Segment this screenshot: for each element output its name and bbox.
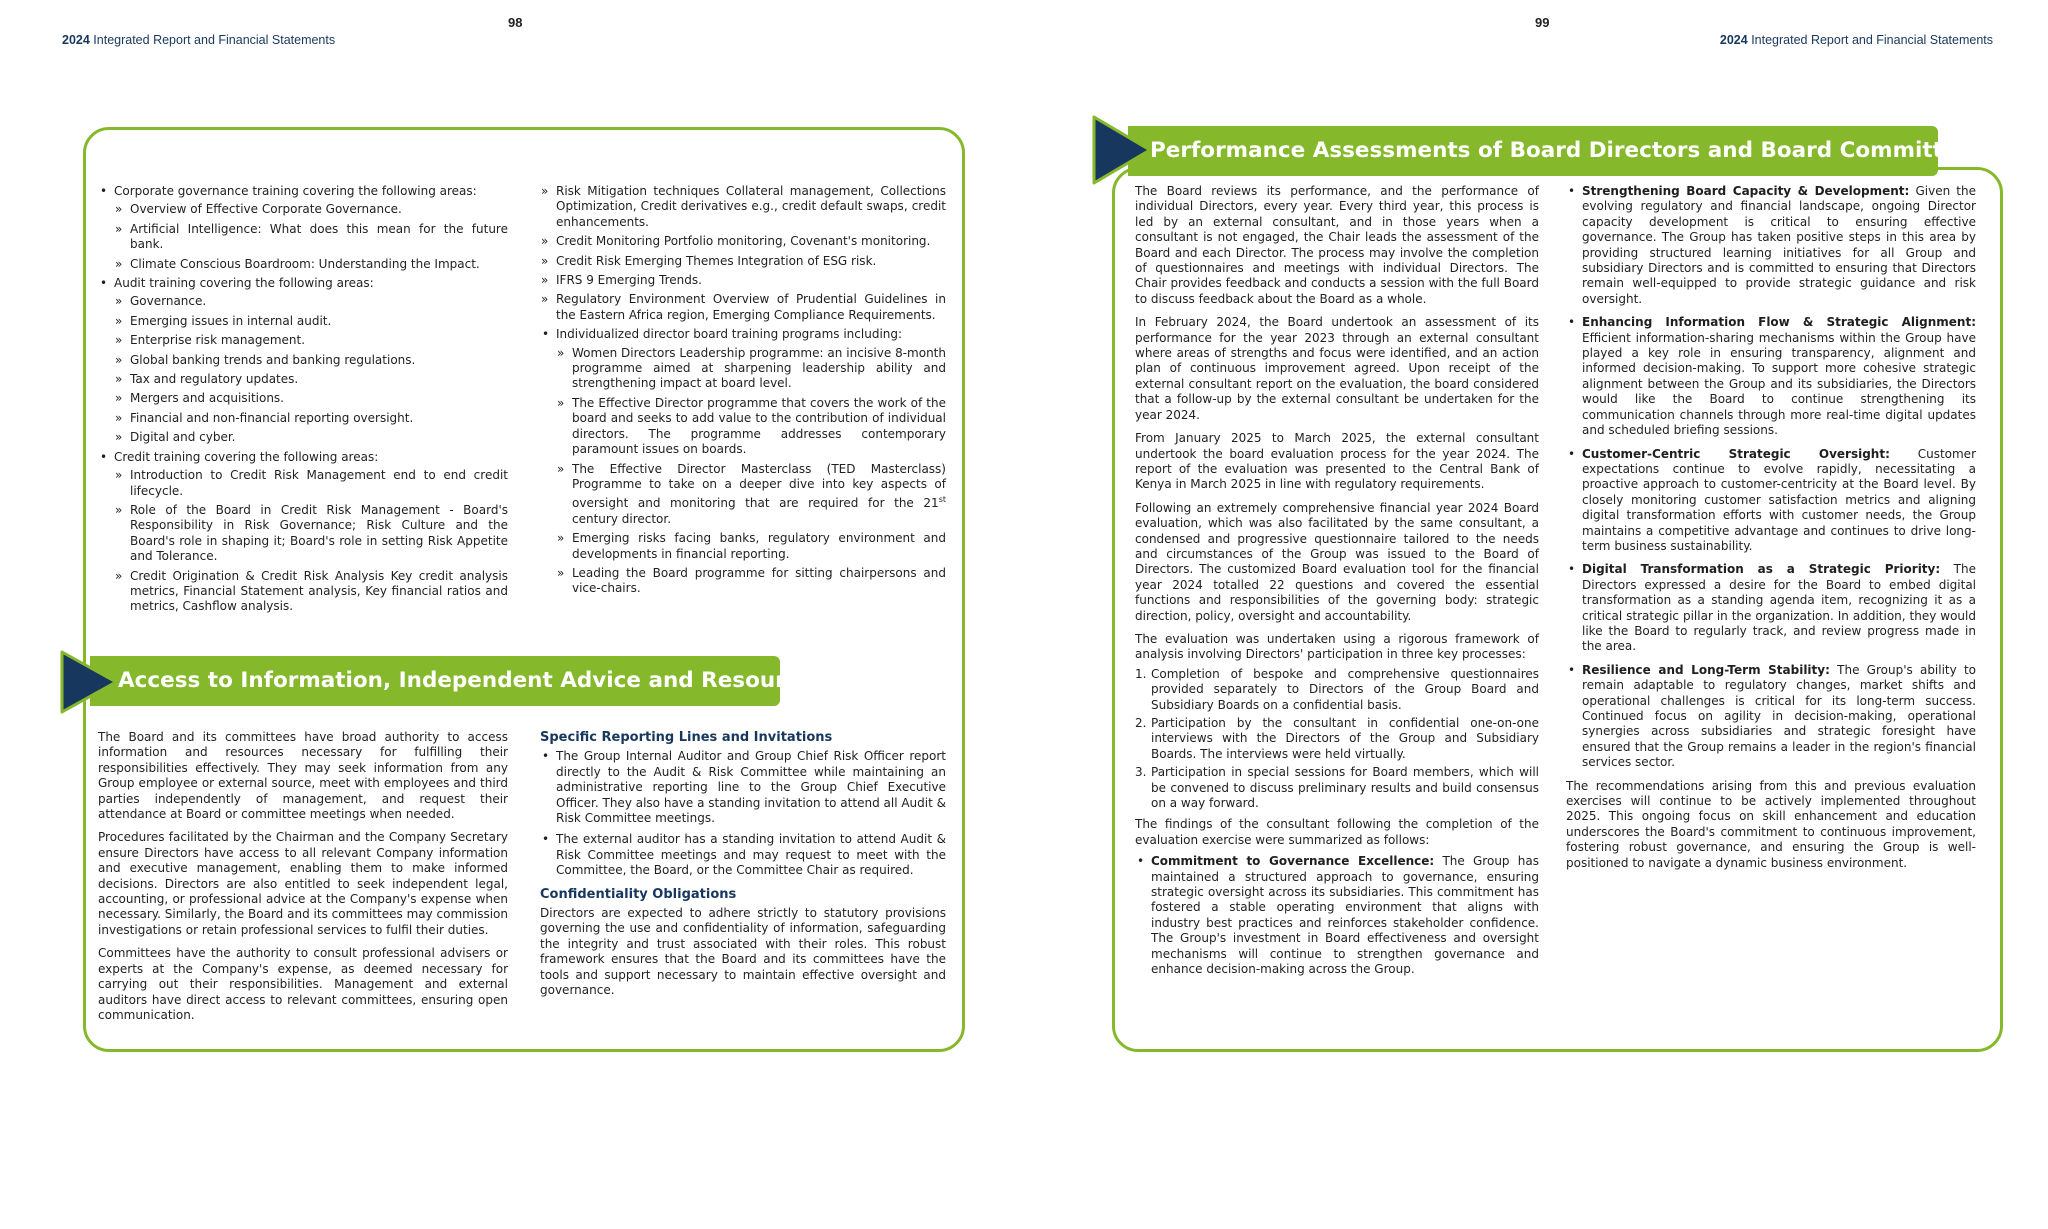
training-topic: » Financial and non-financial reporting oversight. bbox=[114, 411, 508, 426]
training-topic: » Governance. bbox=[114, 294, 508, 309]
access-column-1 bbox=[98, 730, 508, 1031]
training-category: • Corporate governance training covering the following areas: » Overview of Effective Corporate Governance. » Artificial Intelligence: What does this mean for the future bank. » Climate Conscious Boardroom: Understanding the Impact. bbox=[98, 184, 508, 272]
findings-intro: The findings of the consultant following the completion of the evaluation exercise were summarized as follows: bbox=[1135, 817, 1539, 847]
training-topic: » Emerging risks facing banks, regulatory environment and developments in financial reporting. bbox=[556, 531, 946, 562]
performance-column-2 bbox=[1566, 184, 1976, 879]
process-item: 2. Participation by the consultant in confidential one-on-one interviews with the Directors of the Group and Subsidiary Boards. The interviews were held virtually. bbox=[1135, 716, 1539, 761]
process-item: 3. Participation in special sessions for Board members, which will be convened to discuss preliminary results and build consensus on a way forward. bbox=[1135, 765, 1539, 811]
training-topic-ted: » The Effective Director Masterclass (TED Masterclass) Programme to take on a deeper dive into key aspects of oversight and monitoring that are required for the 21st century director. bbox=[556, 462, 946, 528]
confidentiality-text: Directors are expected to adhere strictly to statutory provisions governing the use and confidentiality of information, safeguarding the integrity and trust associated with their roles. This robust framework ensures that the Board and its committees have the tools and support necessary to maintain effective oversight and governance. bbox=[540, 906, 946, 998]
training-column-1 bbox=[98, 184, 508, 619]
banner-arrow-icon bbox=[60, 650, 120, 714]
reporting-item: • The Group Internal Auditor and Group Chief Risk Officer report directly to the Audit & Risk Committee while maintaining an administrative reporting line to the Group Chief Executive Officer. They also have a standing invitation to attend all Audit & Risk Committee meetings. bbox=[540, 749, 946, 826]
training-topic: » Emerging issues in internal audit. bbox=[114, 314, 508, 329]
training-topic: » Global banking trends and banking regulations. bbox=[114, 353, 508, 368]
access-column-2 bbox=[540, 730, 946, 1007]
finding-item: • Enhancing Information Flow & Strategic Alignment: Efficient information-sharing mechanisms within the Group have played a key role in ensuring transparency, alignment and informed decision-making. To support more cohesive strategic alignment between the Group and its subsidiaries, the Directors would like the Board to continue strengthening its communication channels through more real-time digital updates and scheduled briefing sessions. bbox=[1566, 315, 1976, 438]
reporting-lines-heading: Specific Reporting Lines and Invitations bbox=[540, 730, 833, 745]
process-item: 1. Completion of bespoke and comprehensive questionnaires provided separately to Directors of the Group Board and Subsidiary Boards on a confidential basis. bbox=[1135, 666, 1539, 712]
performance-paragraph: In February 2024, the Board undertook an assessment of its performance for the year 2023 through an external consultant where areas of strengths and focus were identified, and an action plan of continuous improvement agreed. Upon receipt of the external consultant report on the evaluation, the board considered that a follow-up by the external consultant be undertaken for the year 2024. bbox=[1135, 315, 1539, 422]
right-header-title: Integrated Report and Financial Statements bbox=[1751, 33, 1993, 47]
training-topic: » Risk Mitigation techniques Collateral management, Collections Optimization, Credit derivatives e.g., credit default swaps, credit enhancements. bbox=[540, 184, 946, 230]
performance-paragraph: The Board reviews its performance, and the performance of individual Directors, every year. Every third year, this process is led by an external consultant, and in those years when a consultant is not engaged, the Chair leads the assessment of the Board and each Director. The process may involve the completion of questionnaires and meetings with individual Directors. The Chair provides feedback and conducts a session with the full Board to discuss feedback about the Board as a whole. bbox=[1135, 184, 1539, 306]
training-topic: » IFRS 9 Emerging Trends. bbox=[540, 273, 946, 288]
right-running-header bbox=[1720, 33, 1993, 47]
training-topic: » Climate Conscious Boardroom: Understanding the Impact. bbox=[114, 257, 508, 272]
training-column-2 bbox=[540, 184, 946, 601]
training-topic: » Enterprise risk management. bbox=[114, 333, 508, 348]
finding-item: • Strengthening Board Capacity & Development: Given the evolving regulatory and financial landscape, ongoing Director capacity development is critical to ensuring effective governance. The Group has taken positive steps in this area by providing structured learning initiatives for all Group and subsidiary Directors and is committed to ensuring that Directors remain well-equipped to provide strategic guidance and risk oversight. bbox=[1566, 184, 1976, 307]
reporting-item: • The external auditor has a standing invitation to attend Audit & Risk Committee meetings and may request to meet with the Committee, the Board, or the Committee Chair as required. bbox=[540, 832, 946, 878]
training-category: • Credit training covering the following areas: » Introduction to Credit Risk Management end to end credit lifecycle. » Role of the Board in Credit Risk Management - Board's Responsibility in Risk Governance; Risk Culture and the Board's role in shaping it; Board's role in setting Risk Appetite and Tolerance. » Credit Origination & Credit Risk Analysis Key credit analysis metrics, Financial Statement analysis, Key financial ratios and metrics, Cashflow analysis. bbox=[98, 450, 508, 615]
training-topic: » Tax and regulatory updates. bbox=[114, 372, 508, 387]
access-paragraph: The Board and its committees have broad authority to access information and resources necessary for fulfilling their responsibilities effectively. They may seek information from any Group employee or external source, meet with employees and third parties independently of management, and request their attendance at Board or committee meetings when needed. bbox=[98, 730, 508, 822]
finding-item: • Resilience and Long-Term Stability: The Group's ability to remain adaptable to regulatory changes, market shifts and operational challenges is critical for its long-term success. Continued focus on agility in decision-making, operational synergies across subsidiaries and strategic foresight have ensured that the Group remains a leader in the region's financial services sector. bbox=[1566, 663, 1976, 771]
right-header-year: 2024 bbox=[1719, 33, 1748, 47]
finding-item: • Digital Transformation as a Strategic Priority: The Directors expressed a desire for the Board to embed digital transformation as a standing agenda item, recognizing it as a critical strategic pillar in the organization. In addition, they would like the Board to regularly track, and review progress made in the area. bbox=[1566, 562, 1976, 654]
training-topic: » Role of the Board in Credit Risk Management - Board's Responsibility in Risk Governance; Risk Culture and the Board's role in shaping it; Board's role in setting Risk Appetite and Tolerance. bbox=[114, 503, 508, 565]
training-topic: » Regulatory Environment Overview of Prudential Guidelines in the Eastern Africa region, Emerging Compliance Requirements. bbox=[540, 292, 946, 323]
training-category: • Audit training covering the following areas: » Governance. » Emerging issues in internal audit. » Enterprise risk management. » Global banking trends and banking regulations. » Tax and regulatory updates. » Mergers and acquisitions. » Financial and non-financial reporting oversight. » Digital and cyber. bbox=[98, 276, 508, 446]
access-paragraph: Procedures facilitated by the Chairman and the Company Secretary ensure Directors have access to all relevant Company information and executive management, enabling them to make informed decisions. Directors are also entitled to seek independent legal, accounting, or professional advice at the Company's expense when necessary. Similarly, the Board and its committees may commission investigations or retain professional services to fulfil their duties. bbox=[98, 830, 508, 937]
access-section-banner: Access to Information, Independent Advice and Resources bbox=[90, 656, 780, 706]
performance-paragraph: From January 2025 to March 2025, the external consultant undertook the board evaluation process for the year 2024. The report of the evaluation was presented to the Central Bank of Kenya in March 2025 in line with regulatory requirements. bbox=[1135, 431, 1539, 492]
training-topic: » The Effective Director programme that covers the work of the board and seeks to add value to the contribution of individual directors. The programme addresses contemporary paramount issues on boards. bbox=[556, 396, 946, 458]
training-category: • Individualized director board training programs including: » Women Directors Leadership programme: an incisive 8-month programme aimed at sharpening leadership ability and strengthening impact at board level. » The Effective Director programme that covers the work of the board and seeks to add value to the contribution of individual directors. The programme addresses contemporary paramount issues on boards. » The Effective Director Masterclass (TED Masterclass) Programme to take on a deeper dive into key aspects of oversight and monitoring that are required for the 21st century director. » Emerging risks facing banks, regulatory environment and developments in financial reporting. » Leading the Board programme for sitting chairpersons and vice-chairs. bbox=[540, 327, 946, 597]
training-topic: » Credit Monitoring Portfolio monitoring, Covenant's monitoring. bbox=[540, 234, 946, 249]
training-topic: » Introduction to Credit Risk Management end to end credit lifecycle. bbox=[114, 468, 508, 499]
left-header-title: Integrated Report and Financial Statements bbox=[93, 33, 336, 47]
training-topic: » Overview of Effective Corporate Governance. bbox=[114, 202, 508, 217]
banner-arrow-icon bbox=[1092, 115, 1154, 185]
left-header-year: 2024 bbox=[62, 33, 90, 47]
training-topic: » Credit Origination & Credit Risk Analysis Key credit analysis metrics, Financial Statement analysis, Key financial ratios and metrics, Cashflow analysis. bbox=[114, 569, 508, 615]
training-topic: » Digital and cyber. bbox=[114, 430, 508, 445]
access-paragraph: Committees have the authority to consult professional advisers or experts at the Company's expense, as deemed necessary for carrying out their responsibilities. Management and external auditors have direct access to relevant committees, ensuring open communication. bbox=[98, 946, 508, 1022]
left-running-header bbox=[62, 33, 335, 47]
finding-item: • Customer-Centric Strategic Oversight: Customer expectations continue to evolve rapidly, necessitating a proactive approach to customer-centricity at the Board level. By closely monitoring customer satisfaction metrics and aligning digital transformation efforts with customer needs, the Group maintains a competitive advantage and continues to drive long-term business sustainability. bbox=[1566, 447, 1976, 555]
performance-paragraph: Following an extremely comprehensive financial year 2024 Board evaluation, which was also facilitated by the same consultant, a condensed and progressive questionnaire tailored to the needs and circumstances of the Group was issued to the Board of Directors. The customized Board evaluation tool for the financial year 2024 totalled 22 questions and covered the essential functions and responsibilities of the governing body: strategic direction, policy, oversight and accountability. bbox=[1135, 500, 1539, 623]
confidentiality-heading: Confidentiality Obligations bbox=[540, 886, 737, 902]
training-topic: » Mergers and acquisitions. bbox=[114, 391, 508, 406]
performance-section-banner: Performance Assessments of Board Directors and Board Committees bbox=[1128, 126, 1938, 176]
training-topic: » Women Directors Leadership programme: an incisive 8-month programme aimed at sharpening leadership ability and strengthening impact at board level. bbox=[556, 346, 946, 392]
performance-paragraph: The evaluation was undertaken using a rigorous framework of analysis involving Directors' participation in three key processes: bbox=[1135, 631, 1539, 662]
left-page-number: 98 bbox=[508, 15, 523, 30]
training-topic: » Leading the Board programme for sitting chairpersons and vice-chairs. bbox=[556, 566, 946, 597]
training-topic: » Credit Risk Emerging Themes Integration of ESG risk. bbox=[540, 254, 946, 269]
finding-item: • Commitment to Governance Excellence: The Group has maintained a structured approach to governance, ensuring strategic oversight across its subsidiaries. This commitment has fostered a stable operating environment that aligns with industry best practices and reinforces stakeholder confidence. The Group's investment in Board effectiveness and oversight mechanisms will continue to strengthen governance and enhance decision-making across the Group. bbox=[1135, 854, 1539, 977]
training-topic: » Artificial Intelligence: What does this mean for the future bank. bbox=[114, 222, 508, 253]
performance-column-1 bbox=[1135, 184, 1539, 982]
right-page-number: 99 bbox=[1535, 15, 1550, 30]
closing-paragraph: The recommendations arising from this and previous evaluation exercises will continue to be actively implemented throughout 2025. This ongoing focus on skill enhancement and education underscores the Board's commitment to continuous improvement, fostering robust governance, and ensuring the Group is well-positioned to navigate a dynamic business environment. bbox=[1566, 778, 1976, 870]
